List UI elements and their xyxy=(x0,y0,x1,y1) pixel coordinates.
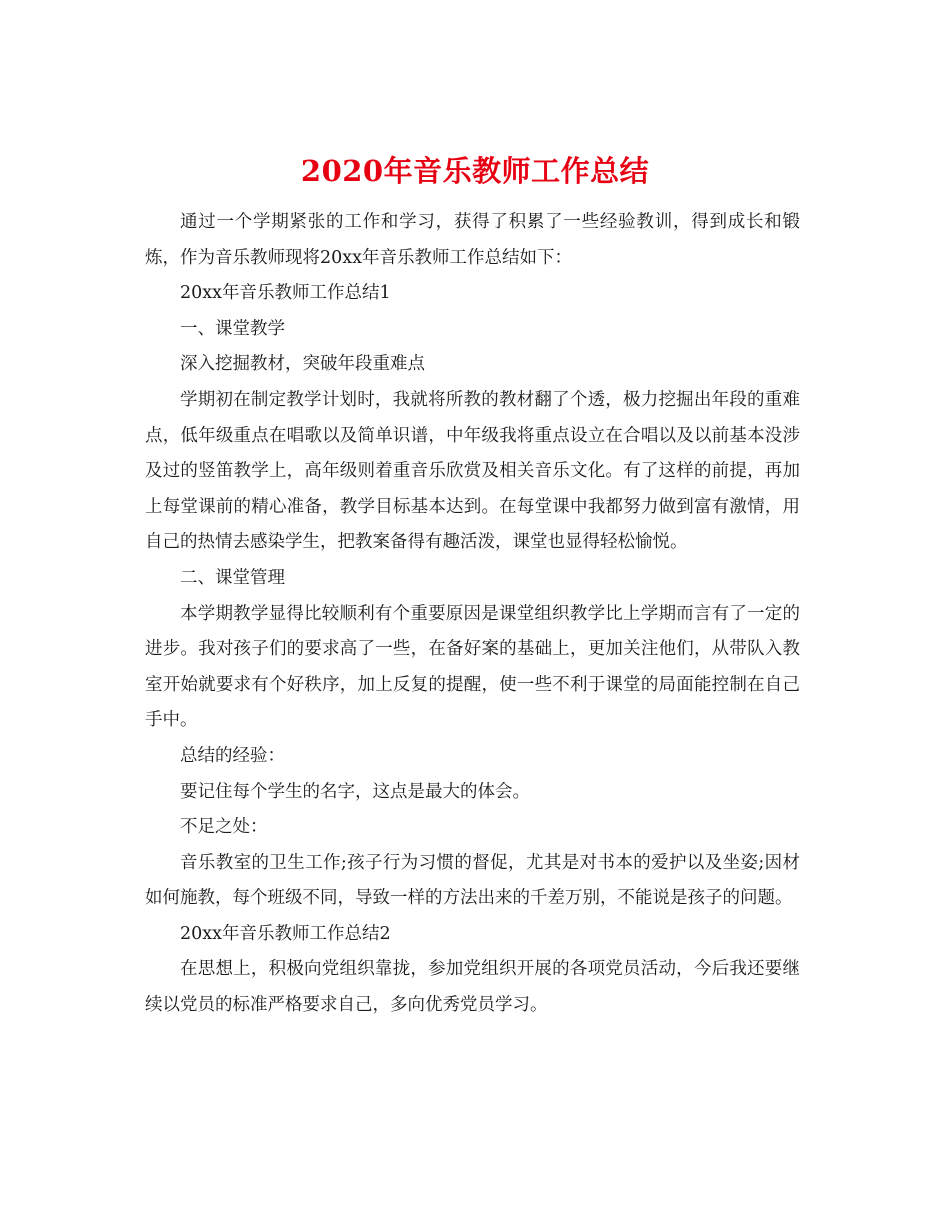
section-heading-classroom-teaching: 一、课堂教学 xyxy=(180,318,285,339)
subheading-shortcomings: 不足之处： xyxy=(180,817,268,838)
document-body xyxy=(145,205,800,1024)
section-heading-summary-1: 20xx年音乐教师工作总结1 xyxy=(180,283,391,304)
body-paragraph: 要记住每个学生的名字，这点是最大的体会。 xyxy=(180,781,530,802)
document-title: 2020年音乐教师工作总结 xyxy=(300,154,650,189)
subheading-textbook: 深入挖掘教材，突破年段重难点 xyxy=(180,354,425,375)
section-heading-classroom-management: 二、课堂管理 xyxy=(180,567,285,588)
body-paragraph: 在思想上，积极向党组织靠拢，参加党组织开展的各项党员活动，今后我还要继续以党员的标准严格要求自己，多向优秀党员学习。 xyxy=(145,959,800,1016)
subheading-experience: 总结的经验： xyxy=(180,745,285,766)
body-paragraph: 音乐教室的卫生工作;孩子行为习惯的督促，尤其是对书本的爱护以及坐姿;因材如何施教，每个班级不同，导致一样的方法出来的千差万别，不能说是孩子的问题。 xyxy=(145,852,800,909)
body-paragraph: 学期初在制定教学计划时，我就将所教的教材翻了个透，极力挖掘出年段的重难点，低年级重点在唱歌以及简单识谱，中年级我将重点设立在合唱以及以前基本没涉及过的竖笛教学上，高年级则着重音乐欣赏及相关音乐文化。有了这样的前提，再加上每堂课前的精心准备，教学目标基本达到。在每堂课中我都努力做到富有激情，用自己的热情去感染学生，把教案备得有趣活泼，课堂也显得轻松愉悦。 xyxy=(145,389,800,553)
body-paragraph: 本学期教学显得比较顺利有个重要原因是课堂组织教学比上学期而言有了一定的进步。我对孩子们的要求高了一些，在备好案的基础上，更加关注他们，从带队入教室开始就要求有个好秩序，加上反复的提醒，使一些不利于课堂的局面能控制在自己手中。 xyxy=(145,603,800,731)
intro-paragraph: 通过一个学期紧张的工作和学习，获得了积累了一些经验教训，得到成长和锻炼，作为音乐教师现将20xx年音乐教师工作总结如下： xyxy=(145,212,800,268)
section-heading-summary-2: 20xx年音乐教师工作总结2 xyxy=(180,923,391,944)
